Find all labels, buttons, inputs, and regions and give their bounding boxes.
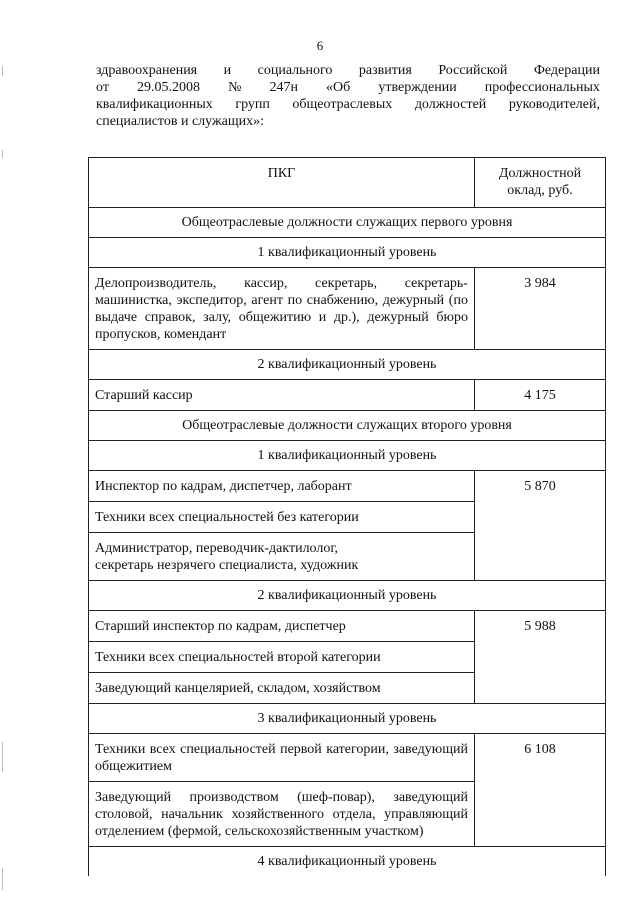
group-row	[89, 411, 606, 441]
page-number: 6	[316, 38, 324, 53]
positions-cell: Заведующий производством (шеф-повар), заведующий столовой, начальник хозяйственного отдела, управляющий отделением (фермой, сельскохозяйственным участком)	[89, 782, 475, 847]
scan-margin-mark	[2, 742, 3, 772]
level-title: 4 квалификационный уровень	[89, 847, 606, 877]
scan-margin-mark	[2, 66, 3, 76]
positions-line: Администратор, переводчик-дактилолог,	[95, 541, 339, 556]
level-title: 1 квалификационный уровень	[89, 441, 606, 471]
level-row	[89, 350, 606, 380]
salary-cell: 6 108	[474, 734, 605, 847]
header-pkg: ПКГ	[89, 158, 475, 208]
scan-margin-mark	[2, 150, 3, 158]
positions-cell: Техники всех специальностей без категории	[89, 502, 475, 533]
table-row	[89, 380, 606, 411]
intro-line-2: от 29.05.2008 № 247н «Об утверждении профессиональных	[96, 80, 600, 95]
scan-margin-mark	[2, 868, 3, 890]
table-header-row	[89, 158, 606, 208]
intro-line-4: специалистов и служащих»:	[96, 114, 265, 129]
intro-paragraph	[96, 62, 600, 130]
positions-cell	[89, 533, 475, 581]
level-title: 1 квалификационный уровень	[89, 238, 606, 268]
positions-cell: Делопроизводитель, кассир, секретарь, секретарь-машинистка, экспедитор, агент по снабжению, дежурный (по выдаче справок, залу, общежитию и др.), дежурный бюро пропусков, комендант	[89, 268, 475, 350]
intro-line-1: здравоохранения и социального развития Российской Федерации	[96, 63, 600, 78]
salary-table	[88, 157, 606, 876]
level-row	[89, 704, 606, 734]
positions-cell: Заведующий канцелярией, складом, хозяйством	[89, 673, 475, 704]
table-row	[89, 471, 606, 502]
intro-line-3: квалификационных групп общеотраслевых должностей руководителей,	[96, 97, 600, 112]
header-salary: Должностной оклад, руб.	[474, 158, 605, 208]
level-title: 2 квалификационный уровень	[89, 581, 606, 611]
salary-cell: 3 984	[474, 268, 605, 350]
table-row	[89, 611, 606, 642]
table-row	[89, 268, 606, 350]
salary-cell: 5 870	[474, 471, 605, 581]
group-title-1: Общеотраслевые должности служащих первого уровня	[89, 208, 606, 238]
level-row	[89, 581, 606, 611]
group-row	[89, 208, 606, 238]
positions-line: секретарь незрячего специалиста, художник	[95, 558, 359, 573]
level-title: 3 квалификационный уровень	[89, 704, 606, 734]
salary-cell: 4 175	[474, 380, 605, 411]
group-title-2: Общеотраслевые должности служащих второго уровня	[89, 411, 606, 441]
level-title: 2 квалификационный уровень	[89, 350, 606, 380]
level-row	[89, 847, 606, 877]
level-row	[89, 441, 606, 471]
table-row	[89, 734, 606, 782]
positions-cell: Техники всех специальностей второй категории	[89, 642, 475, 673]
positions-cell: Старший кассир	[89, 380, 475, 411]
positions-cell: Инспектор по кадрам, диспетчер, лаборант	[89, 471, 475, 502]
positions-cell: Техники всех специальностей первой категории, заведующий общежитием	[89, 734, 475, 782]
positions-cell: Старший инспектор по кадрам, диспетчер	[89, 611, 475, 642]
level-row	[89, 238, 606, 268]
salary-cell: 5 988	[474, 611, 605, 704]
